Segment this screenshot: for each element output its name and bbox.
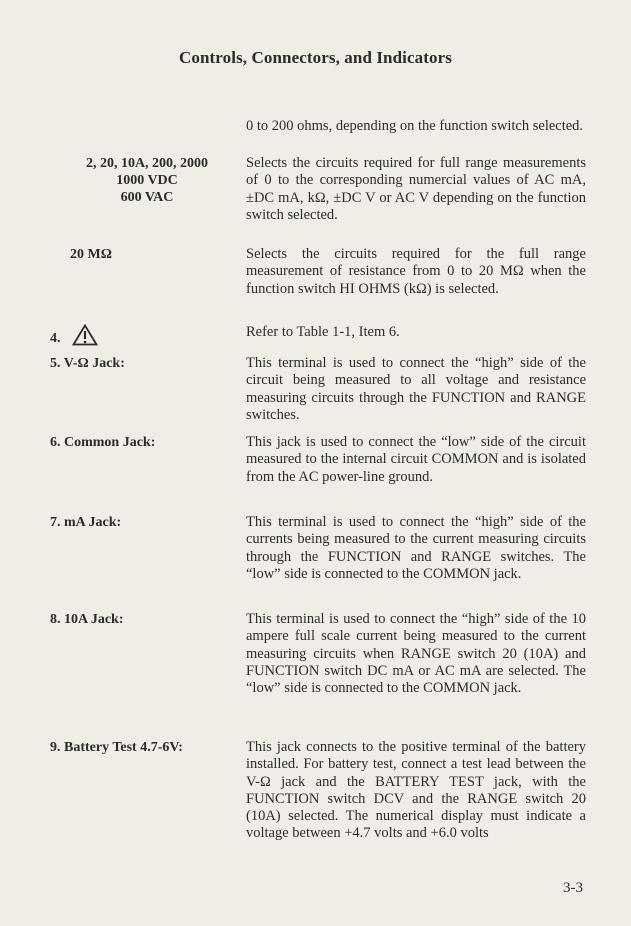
page-title: Controls, Connectors, and Indicators [179,48,452,67]
item-4-label [50,324,240,351]
range-buttons-label-line: 2, 20, 10A, 200, 2000 [85,156,209,171]
item-8-description: This terminal is used to connect the “high” side of the 10 ampere full scale current being measured to the current measuring circuits when RANGE switch 20 (10A) and FUNCTION switch DC mA or AC mA are selected. The “low” side is connected to the COMMON jack. [246,611,586,697]
range-buttons-description: Selects the circuits required for full range measurements of 0 to the corresponding numercial values of AC mA, ±DC mA, kΩ, ±DC V or AC V depending on the function switch selected. [246,155,586,223]
item-9-label: 9. Battery Test 4.7-6V: [50,740,183,755]
item-5-label: 5. V-Ω Jack: [50,356,125,371]
item-8-label: 8. 10A Jack: [50,612,124,627]
item-9-description: This jack connects to the positive terminal of the battery installed. For battery test, connect a test lead between the V-Ω jack and the BATTERY TEST jack, with the FUNCTION switch DCV and the RANGE switch 20 (10A) selected. The numerical display must indicate a voltage between +4.7 volts and +6.0 volts [246,739,586,842]
warning-triangle-icon [72,324,98,351]
item-6-description: This jack is used to connect the “low” side of the circuit measured to the internal circuit COMMON and is isolated from the AC power-line ground. [246,434,586,485]
twenty-megaohm-description: Selects the circuits required for the full range measurement of resistance from 0 to 20 MΩ when the function switch HI OHMS (kΩ) is selected. [246,246,586,297]
item-5-description: This terminal is used to connect the “high” side of the circuit being measured to all voltage and resistance measuring circuits through the FUNCTION and RANGE switches. [246,355,586,423]
range-buttons-label-line: 1000 VDC [116,173,178,188]
range-buttons-label-line: 600 VAC [120,190,174,205]
item-6-label: 6. Common Jack: [50,435,156,450]
continuation-text: 0 to 200 ohms, depending on the function switch selected. [246,118,584,134]
twenty-megaohm-label: 20 MΩ [70,247,112,262]
item-7-label: 7. mA Jack: [50,515,122,530]
range-buttons-label [50,155,244,206]
page-number: 3-3 [563,880,583,896]
item-4-description: Refer to Table 1-1, Item 6. [246,324,400,340]
item-4-number: 4. [50,331,61,346]
item-7-description: This terminal is used to connect the “high” side of the currents being measured to the current measuring circuits through the FUNCTION and RANGE switches. The “low” side is connected to the COMMON jack. [246,514,586,582]
